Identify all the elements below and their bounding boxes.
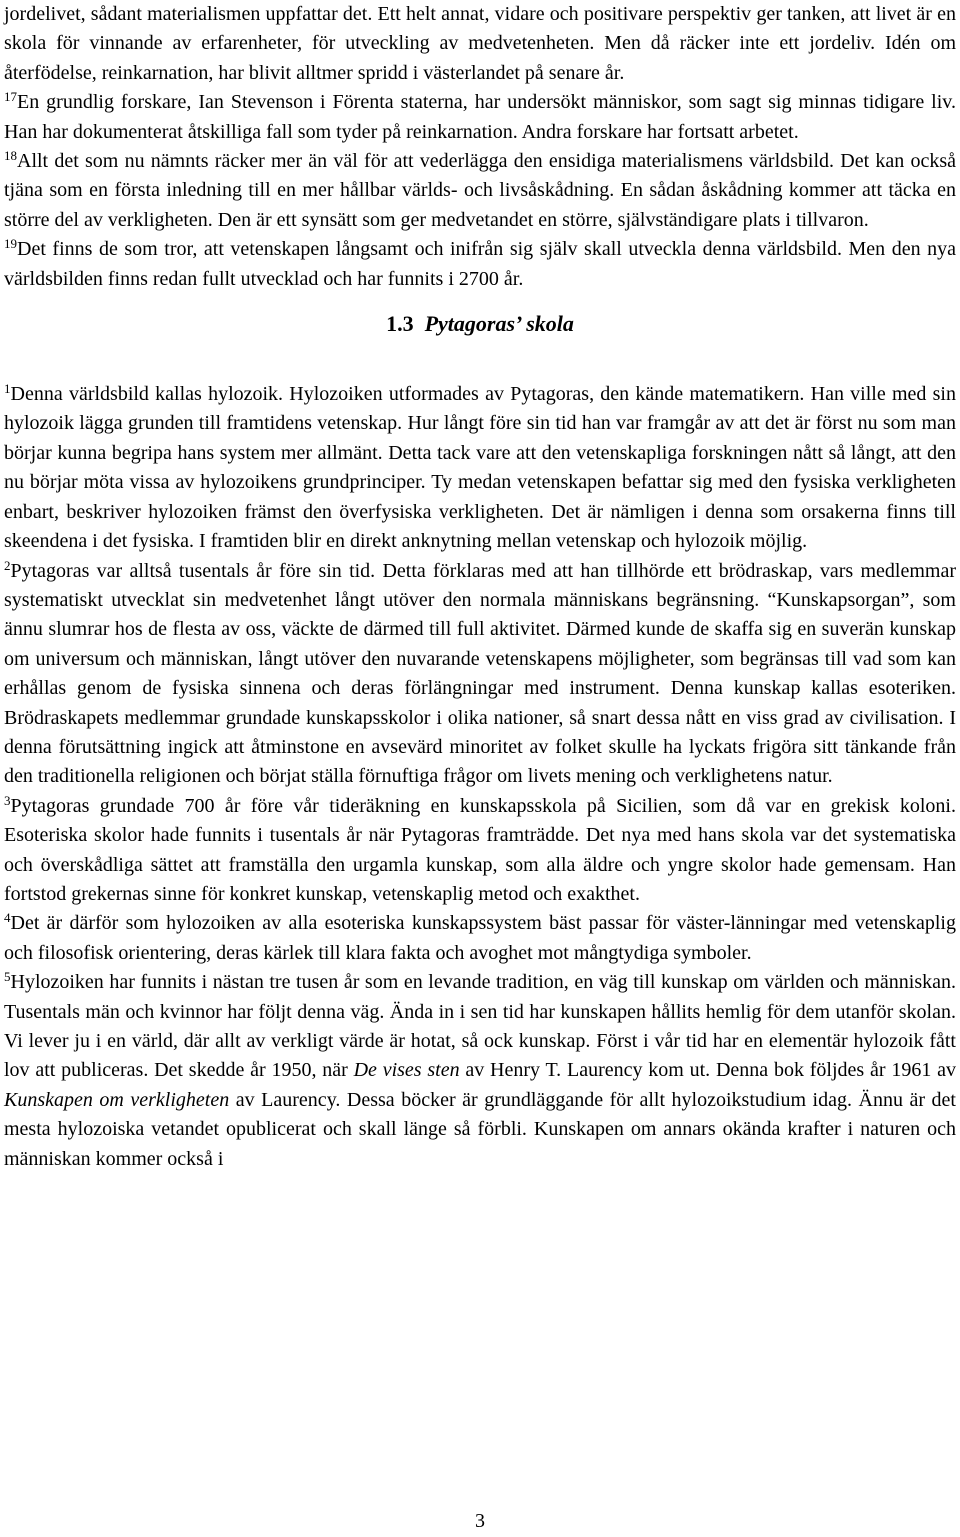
paragraph-number: 18: [4, 148, 17, 164]
paragraph-text: En grundlig forskare, Ian Stevenson i Förenta staterna, har undersökt människor, som sagt sig minnas tidigare liv. Han har dokumenterat åtskilliga fall som tyder på reinkarnation. Andra forskare har fortsatt arbetet.: [4, 91, 956, 143]
numbered-paragraph: [4, 909, 956, 968]
paragraph-text: Pytagoras grundade 700 år före vår tideräkning en kunskapsskola på Sicilien, som då var en grekisk koloni. Esoteriska skolor hade funnits i tusentals år när Pytagoras framträdde. Det nya med hans skola var det systematiska och överskådliga sättet att framställa den urgamla kunskap, som alla äldre och yngre skolor hade gemensam. Han fortstod grekernas sinne för konkret kunskap, vetenskaplig metod och exakthet.: [4, 794, 956, 905]
paragraph-number: 3: [4, 792, 11, 808]
section-number: 1.3: [386, 311, 414, 337]
page-footer: [0, 1509, 960, 1533]
numbered-paragraph: [4, 968, 956, 1174]
section-heading: [4, 294, 956, 380]
numbered-paragraph: [4, 147, 956, 235]
paragraph-text: Denna världsbild kallas hylozoik. Hylozoiken utformades av Pytagoras, den kände matematikern. Han ville med sin hylozoik lägga grunden till framtidens vetenskap. Hur långt före sin tid han var framgår av att det är först nu som man börjar kunna begripa hans system mer allmänt. Detta tack vare att den vetenskapliga forskningen nått så långt, att den nu börjar möta vissa av hylozoikens grundprinciper. Ty medan vetenskapen befattar sig med den fysiska verkligheten enbart, beskriver hylozoiken främst den överfysiska verkligheten. Det är nämligen i denna som orsakerna finns till skeendena i det fysiska. I framtiden blir en direkt anknytning mellan vetenskap och hylozoik möjlig.: [4, 383, 956, 553]
paragraph-number: 19: [4, 236, 17, 252]
numbered-paragraph: [4, 235, 956, 294]
paragraph-text: jordelivet, sådant materialismen uppfattar det. Ett helt annat, vidare och positivare perspektiv ger tanken, att livet är en skola för vinnande av erfarenheter, för utveckling av medvetenheten. Men då räcker inte ett jordeliv. Idén om återfödelse, reinkarnation, har blivit alltmer spridd i västerlandet på senare år.: [4, 3, 956, 84]
paragraph-text: Allt det som nu nämnts räcker mer än väl för att vederlägga den ensidiga materialismens världsbild. Det kan också tjäna som en första inledning till en mer hållbar världs- och livsåskådning. En sådan åskådning kommer att täcka en större del av verkligheten. Den är ett synsätt som ger medvetandet en större, självständigare plats i tillvaron.: [4, 150, 956, 231]
paragraph-number: 2: [4, 557, 11, 573]
paragraph-number: 4: [4, 910, 11, 926]
paragraph-text: Det finns de som tror, att vetenskapen långsamt och inifrån sig själv skall utveckla denna världsbild. Men den nya världsbilden finns redan fullt utvecklad och har funnits i 2700 år.: [4, 238, 956, 290]
numbered-paragraph: [4, 88, 956, 147]
section-title: Pytagoras’ skola: [424, 311, 574, 337]
paragraph-text: Det är därför som hylozoiken av alla esoteriska kunskapssystem bäst passar för väster-länningar med vetenskaplig och filosofisk orientering, deras kärlek till klara fakta och avoghet mot mångtydiga symboler.: [4, 912, 956, 964]
numbered-paragraph: [4, 557, 956, 792]
paragraph-number: 1: [4, 381, 11, 397]
book-title: De vises sten: [353, 1059, 460, 1082]
paragraph-text: av Henry T. Laurency kom ut. Denna bok följdes år 1961 av: [459, 1059, 956, 1082]
paragraph-number: 5: [4, 969, 11, 985]
page-number: 3: [475, 1510, 485, 1532]
book-title: Kunskapen om verkligheten: [4, 1088, 230, 1111]
paragraph-text: Pytagoras var alltså tusentals år före sin tid. Detta förklaras med att han tillhörde ett brödraskap, vars medlemmar systematiskt utvecklat sin medvetenhet långt utöver den normala människans begränsning. “Kunskapsorgan”, som ännu slumrar hos de flesta av oss, väckte de därmed till full aktivitet. Därmed kunde de skaffa sig en suverän kunskap om universum och människan, långt utöver den nuvarande vetenskapens möjligheter, som begränsas till vad som kan erhållas genom de fysiska sinnena och deras förlängningar med instrument. Denna kunskap kallas esoteriken. Brödraskapets medlemmar grundade kunskapsskolor i olika nationer, så snart dessa nått en viss grad av civilisation. I denna förutsättning ingick att åtminstone en avsevärd minoritet av folket skulle ha lyckats frigöra sitt tänkande från den traditionella religionen och börjat ställa förnuftiga frågor om livets mening och verklighetens natur.: [4, 559, 956, 788]
numbered-paragraph: [4, 380, 956, 556]
paragraph-text: av Laurency. Dessa böcker är grundläggande för allt hylozoikstudium idag. Ännu är det mesta hylozoiska vetandet opublicerat och skall länge så förbli. Kunskapen om annars okända krafter i naturen och människan kommer också i: [4, 1088, 956, 1170]
paragraph-text: Hylozoiken har funnits i nästan tre tusen år som en levande tradition, en väg till kunskap om världen och människan. Tusentals män och kvinnor har följt denna väg. Ända in i sen tid har kunskapen hållits hemlig för dem utanför skolan. Vi lever ju i en värld, där allt av verkligt värde är hotat, så ock kunskap. Först i vår tid har en elementär hylozoik fått lov att publiceras. Det skedde år 1950, när: [4, 971, 956, 1082]
numbered-paragraph: [4, 792, 956, 910]
document-page: [4, 0, 956, 1174]
paragraph-number: 17: [4, 89, 17, 105]
paragraph: [4, 0, 956, 88]
